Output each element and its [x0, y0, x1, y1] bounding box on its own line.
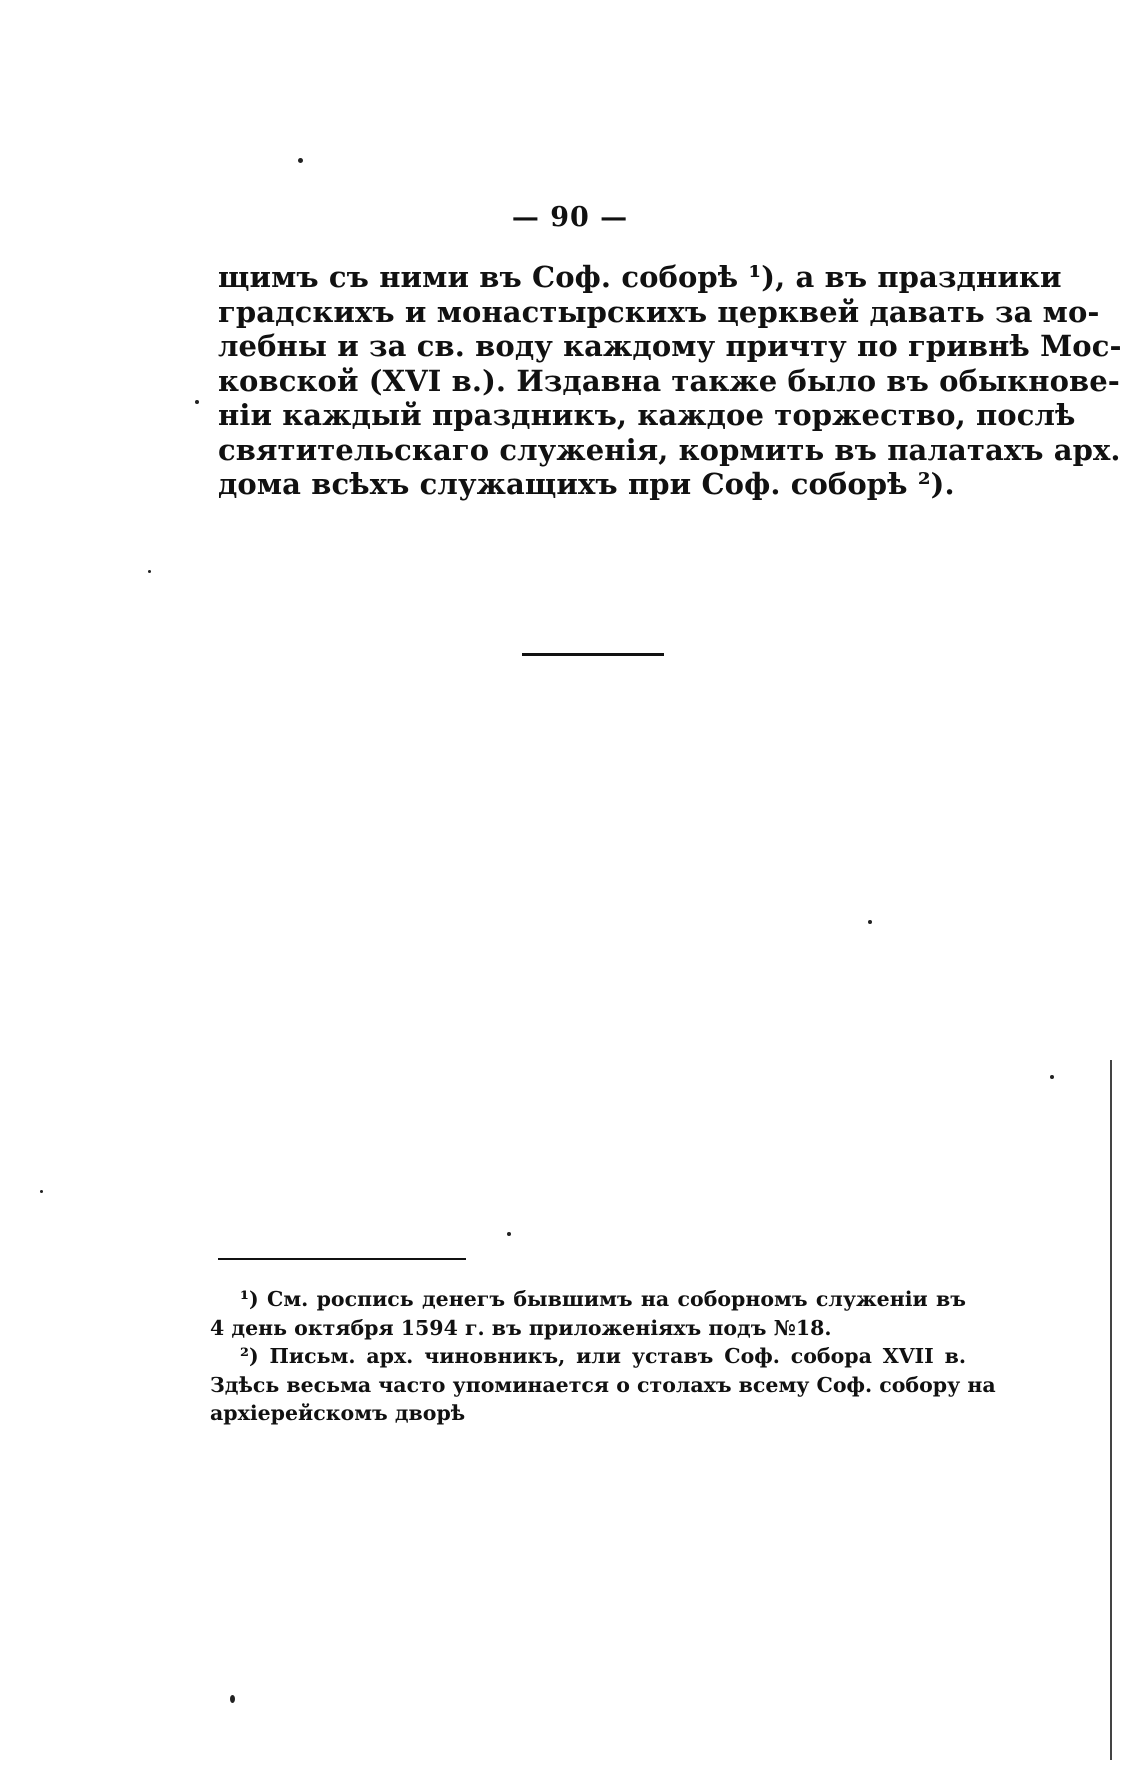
footnote-separator [218, 1258, 466, 1260]
scan-speck [148, 570, 151, 573]
footnote-line: ¹) См. роспись денегъ бывшимъ на соборномъ служеніи въ [240, 1287, 966, 1311]
scan-speck [195, 400, 199, 404]
footnote-line: 4 день октября 1594 г. въ приложеніяхъ подъ №18. [210, 1315, 832, 1340]
footnote-line: архіерейскомъ дворѣ [210, 1401, 466, 1425]
footnote-line: ²) Письм. арх. чиновникъ, или уставъ Соф. собора XVII в. [240, 1344, 966, 1368]
scan-speck [298, 158, 303, 163]
text-line: святительскаго служенія, кормить въ палатахъ арх. [218, 432, 1121, 467]
main-text-block [218, 260, 1122, 502]
text-line: щимъ съ ними въ Соф. соборѣ ¹), а въ праздники [218, 260, 1062, 294]
scan-speck [868, 920, 872, 924]
page-number: — 90 — [511, 202, 629, 233]
scan-speck [40, 1190, 43, 1193]
text-line: лебны и за св. воду каждому причту по гривнѣ Мос- [218, 329, 1122, 363]
scan-speck [230, 1695, 235, 1703]
scan-speck [1050, 1075, 1054, 1079]
scan-speck [507, 1232, 511, 1236]
text-line: градскихъ и монастырскихъ церквей давать за мо- [218, 294, 1100, 329]
scan-edge-line [1110, 1060, 1112, 1760]
text-line: ковской (XVI в.). Издавна также было въ обыкнове- [218, 363, 1120, 398]
text-line: дома всѣхъ служащихъ при Соф. соборѣ ²). [218, 467, 955, 501]
section-end-rule [522, 653, 664, 656]
footnotes-block [210, 1285, 996, 1428]
footnote-line: Здѣсь весьма часто упоминается о столахъ всему Соф. собору на [210, 1372, 996, 1397]
text-line: ніи каждый праздникъ, каждое торжество, послѣ [218, 398, 1076, 432]
